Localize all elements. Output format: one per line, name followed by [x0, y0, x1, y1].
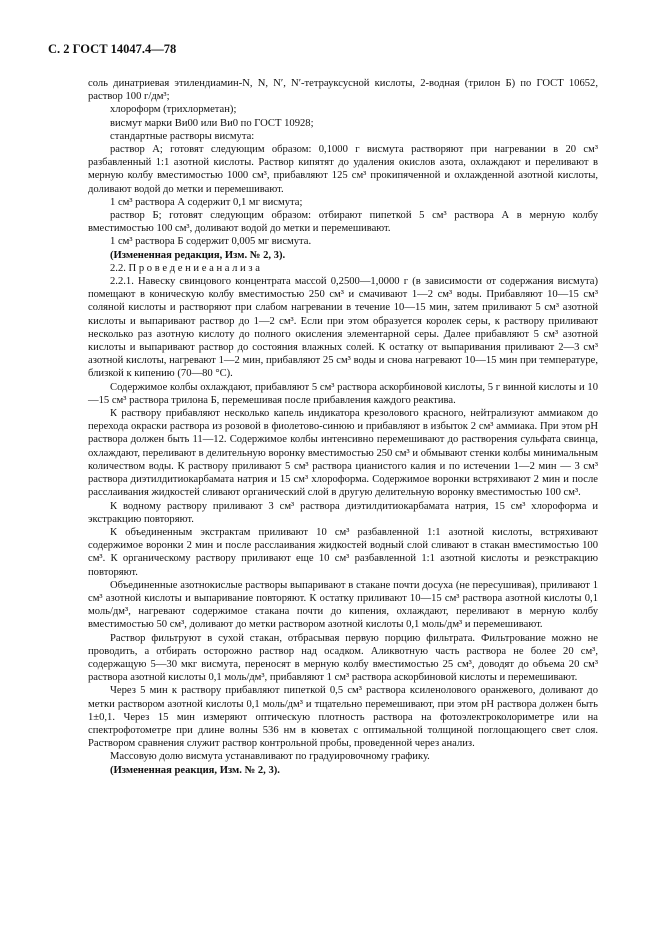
- paragraph: раствор А; готовят следующим образом: 0,1000 г висмута растворяют при нагревании в 20 см³ разбавленный 1:1 азотной кислоты. Раствор кипятят до удаления окислов азота, охлаждают и переливают в мерную колбу вместимостью 1000 см³, прибавляют 125 см³ прокипяченной и охлажденной азотной кислоты, доливают водой до метки и перемешивают.: [88, 144, 598, 195]
- document-body: [88, 77, 598, 777]
- change-note: (Измененная редакция, Изм. № 2, 3).: [110, 249, 286, 261]
- page-header: С. 2 ГОСТ 14047.4—78: [48, 42, 177, 56]
- paragraph: соль динатриевая этилендиамин-N, N, N′, N′-тетрауксусной кислоты, 2-водная (трилон Б) по ГОСТ 10652, раствор 100 г/дм³;: [88, 78, 598, 103]
- paragraph: хлороформ (трихлорметан);: [110, 104, 237, 116]
- paragraph: К раствору прибавляют несколько капель индикатора крезолового красного, нейтрализуют аммиаком до перехода окраски раствора из розовой в фиолетово-синюю и прибавляют в избыток 2 см³ аммиака. При этом рН раствора должен быть 11—12. Содержимое колбы интенсивно перемешивают до растворения сульфата свинца, охлаждают, переливают в делительную воронку вместимостью 250 см³ и обмывают стенки колбы минимальным количеством воды. К раствору приливают 5 см³ раствора цианистого калия и по истечении 1—2 мин — 3 см³ раствора диэтилдитиокарбамата натрия и 15 см³ хлороформа. Содержимое воронки встряхивают 2 мин и после расслаивания жидкостей сливают органический слой в другую делительную воронку вместимостью 100 см³.: [88, 408, 598, 499]
- paragraph: Содержимое колбы охлаждают, прибавляют 5 см³ раствора аскорбиновой кислоты, 5 г винной кислоты и 10—15 см³ раствора трилона Б, перемешивая после прибавления каждого реактива.: [88, 381, 598, 406]
- paragraph: 1 см³ раствора А содержит 0,1 мг висмута;: [110, 196, 303, 208]
- paragraph: 2.2. П р о в е д е н и е а н а л и з а: [110, 262, 260, 274]
- paragraph: К водному раствору приливают 3 см³ раствора диэтилдитиокарбамата натрия, 15 см³ хлороформа и экстракцию повторяют.: [88, 500, 598, 525]
- paragraph: раствор Б; готовят следующим образом: отбирают пипеткой 5 см³ раствора А в мерную колбу вместимостью 100 см³, доливают водой до метки и перемешивают.: [88, 210, 598, 235]
- paragraph: 1 см³ раствора Б содержит 0,005 мг висмута.: [110, 236, 312, 248]
- paragraph: Массовую долю висмута устанавливают по градуировочному графику.: [110, 751, 430, 763]
- change-note: (Измененная реакция, Изм. № 2, 3).: [110, 764, 280, 776]
- paragraph: Через 5 мин к раствору прибавляют пипеткой 0,5 см³ раствора ксиленолового оранжевого, доливают до метки раствором азотной кислоты 0,1 моль/дм³ и тщательно перемешивают, при этом рН раствора должен быть 1±0,1. Через 15 мин измеряют оптическую плотность раствора на фотоэлектроколориметре или на спектрофотометре при длине волны 536 нм в кюветах с оптимальной толщиной поглощающего свет слоя. Раствором сравнения служит раствор контрольной пробы, проведенной через анализ.: [88, 685, 598, 750]
- paragraph: Объединенные азотнокислые растворы выпаривают в стакане почти досуха (не пересушивая), приливают 1 см³ азотной кислоты и выпаривание повторяют. К остатку приливают 10—15 см³ раствора азотной кислоты 0,1 моль/дм³, нагревают содержимое стакана почти до кипения, охлаждают, переливают в мерную колбу вместимостью 50 см³, доливают до метки раствором азотной кислоты 0,1 моль/дм³ и перемешивают.: [88, 579, 598, 631]
- paragraph: 2.2.1. Навеску свинцового концентрата массой 0,2500—1,0000 г (в зависимости от содержания висмута) помещают в коническую колбу вместимостью 250 см³ и смачивают 1—2 см³ воды. Прибавляют 10—15 см³ соляной кислоты и растворяют при слабом нагревании в течение 10—15 мин, затем приливают 5 см³ азотной кислоты и выпаривают раствор до 1—2 см³. Если при этом образуется королек серы, к раствору приливают несколько раз азотную кислоту до полного окисления элементарной серы. Далее прибавляют 5 см³ азотной кислоты и выпаривают раствор до состояния влажных солей. К остатку от выпаривания приливают 2—3 см³ азотной кислоты, нагревают 1—2 мин, прибавляют 25 см³ воды и снова нагревают 10—15 мин при температуре, близкой к кипению (70—80 °С).: [88, 276, 598, 380]
- paragraph: висмут марки Ви00 или Ви0 по ГОСТ 10928;: [110, 117, 314, 129]
- paragraph: стандартные растворы висмута:: [110, 130, 255, 142]
- paragraph: Раствор фильтруют в сухой стакан, отбрасывая первую порцию фильтрата. Фильтрование можно не проводить, а отбирать осторожно раствор над осадком. Аликвотную часть раствора не более 20 см³, содержащую 5—30 мкг висмута, переносят в мерную колбу вместимостью 25 см³, доводят до объема 20 см³ раствора азотной кислоты 0,1 моль/дм³, прибавляют 1 см³ раствора аскорбиновой кислоты и перемешивают.: [88, 632, 598, 684]
- paragraph: К объединенным экстрактам приливают 10 см³ разбавленной 1:1 азотной кислоты, встряхивают содержимое воронки 2 мин и после расслаивания жидкостей водный слой сливают в стакан вместимостью 100 см³. К органическому раствору приливают еще 10 см³ разбавленной 1:1 азотной кислоты и реэкстракцию повторяют.: [88, 526, 598, 578]
